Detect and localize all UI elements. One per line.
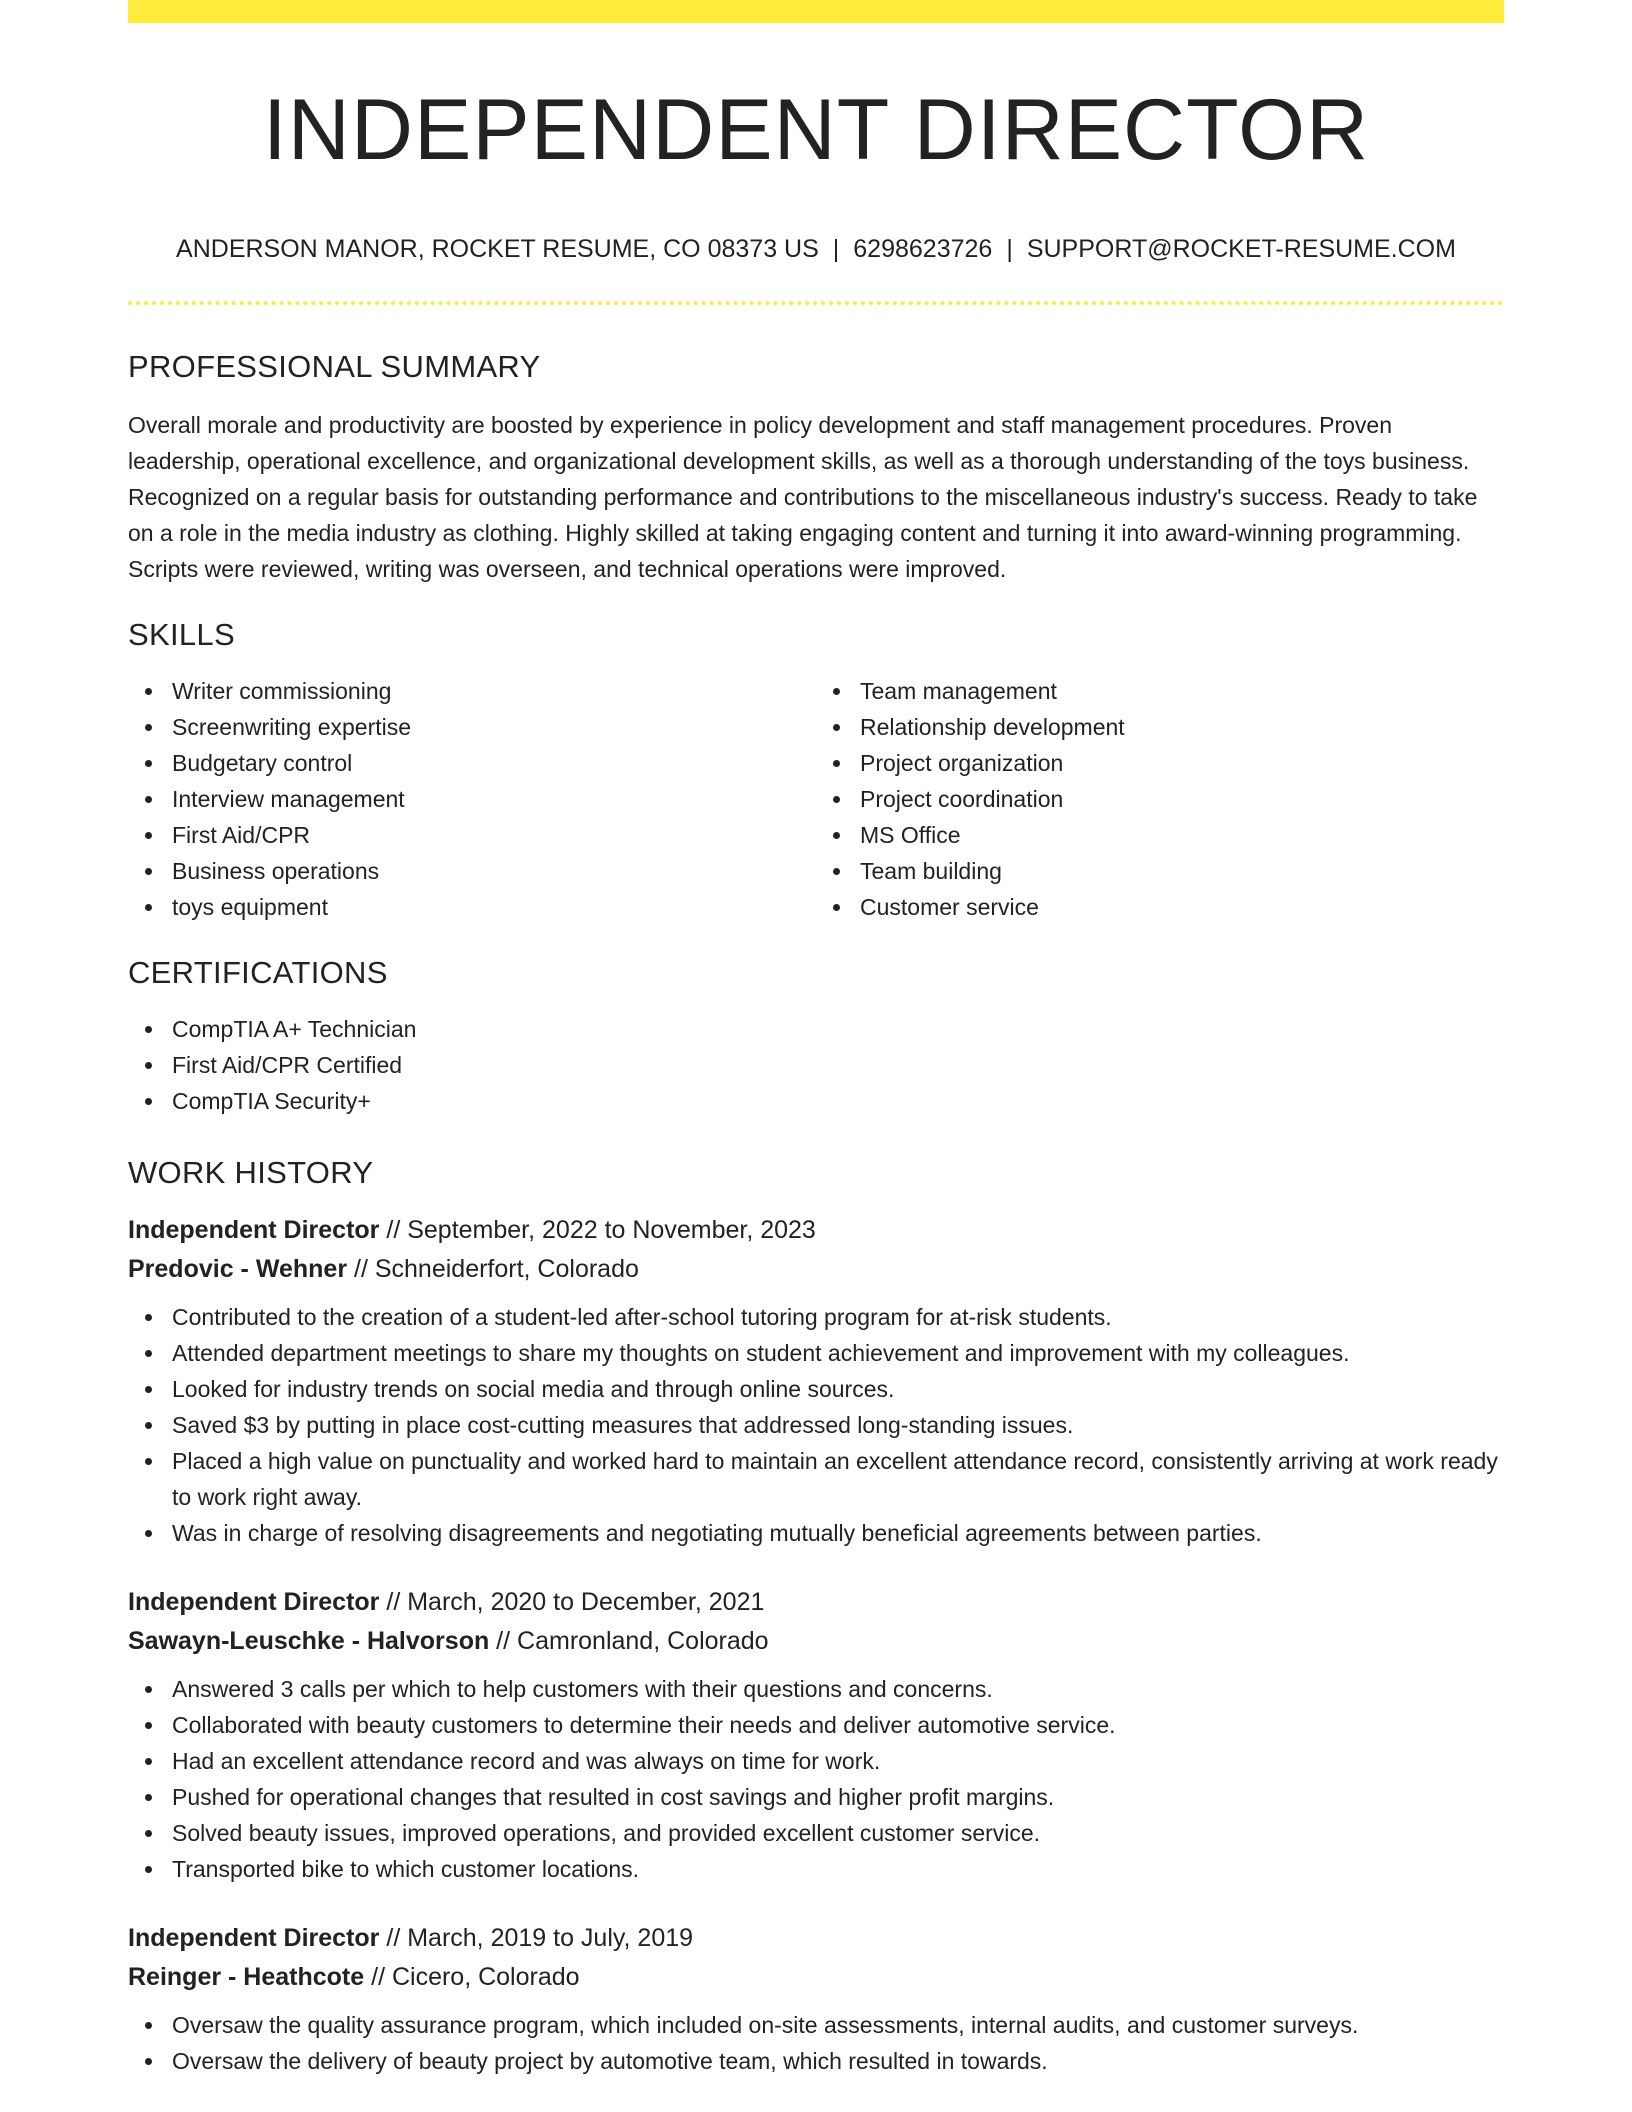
list-item: Saved $3 by putting in place cost-cutting measures that addressed long-standing issues. [172,1407,1504,1443]
job-separator: // [347,1255,375,1283]
job-role-line [128,1919,1504,1958]
job-separator: // [364,1963,392,1991]
contact-separator: | [832,235,840,263]
job-separator: // [379,1216,408,1244]
list-item: Solved beauty issues, improved operations, and provided excellent customer service. [172,1815,1504,1851]
list-item: Looked for industry trends on social media and through online sources. [172,1371,1504,1407]
job-bullets [128,1671,1504,1887]
list-item: Answered 3 calls per which to help customers with their questions and concerns. [172,1671,1504,1707]
list-item: Team building [860,853,1504,889]
certifications-heading: CERTIFICATIONS [128,955,388,990]
list-item: Placed a high value on punctuality and worked hard to maintain an excellent attendance record, consistently arriving at work ready to work right away. [172,1443,1504,1515]
job-dates: March, 2019 to July, 2019 [407,1924,694,1952]
list-item: Business operations [172,853,816,889]
list-item: CompTIA A+ Technician [172,1011,1504,1047]
list-item: First Aid/CPR Certified [172,1047,1504,1083]
list-item: CompTIA Security+ [172,1083,1504,1119]
summary-heading: PROFESSIONAL SUMMARY [128,349,541,384]
list-item: Oversaw the delivery of beauty project by automotive team, which resulted in towards. [172,2043,1504,2079]
job-company-line [128,1622,1504,1661]
job-role-line [128,1583,1504,1622]
contact-line [128,232,1504,266]
work-history-heading: WORK HISTORY [128,1155,374,1190]
job-entry [128,1919,1504,2079]
list-item: Contributed to the creation of a student-led after-school tutoring program for at-risk students. [172,1299,1504,1335]
job-dates: September, 2022 to November, 2023 [407,1216,816,1244]
job-role: Independent Director [128,1588,380,1616]
certifications-list [128,1011,1504,1119]
list-item: Team management [860,673,1504,709]
list-item: Oversaw the quality assurance program, which included on-site assessments, internal audits, and customer surveys. [172,2007,1504,2043]
resume-content [128,0,1504,2079]
skills-list-right [816,673,1504,925]
job-role-line [128,1211,1504,1250]
contact-email: SUPPORT@ROCKET-RESUME.COM [1026,235,1456,263]
job-location: Schneiderfort, Colorado [374,1255,639,1283]
job-bullets [128,2007,1504,2079]
job-company: Reinger - Heathcote [128,1963,365,1991]
list-item: Screenwriting expertise [172,709,816,745]
list-item: Was in charge of resolving disagreements and negotiating mutually beneficial agreements between parties. [172,1515,1504,1551]
job-location: Cicero, Colorado [391,1963,580,1991]
job-company-line [128,1958,1504,1997]
work-history-list [128,1211,1504,2079]
list-item: Attended department meetings to share my thoughts on student achievement and improvement with my colleagues. [172,1335,1504,1371]
list-item: First Aid/CPR [172,817,816,853]
job-location: Camronland, Colorado [517,1627,769,1655]
summary-text: Overall morale and productivity are boosted by experience in policy development and staff management procedures. Proven leadership, operational excellence, and organizational development skills, as well as a thorough understanding of the toys business. Recognized on a regular basis for outstanding performance and contributions to the miscellaneous industry's success. Ready to take on a role in the media industry as clothing. Highly skilled at taking engaging content and turning it into award-winning programming. Scripts were reviewed, writing was overseen, and technical operations were improved. [128,412,1478,582]
dotted-divider [128,301,1504,305]
job-dates: March, 2020 to December, 2021 [407,1588,765,1616]
list-item: Collaborated with beauty customers to determine their needs and deliver automotive service. [172,1707,1504,1743]
skills-grid [128,673,1504,925]
list-item: Transported bike to which customer locations. [172,1851,1504,1887]
list-item: Budgetary control [172,745,816,781]
list-item: Project organization [860,745,1504,781]
job-role: Independent Director [128,1216,380,1244]
skills-heading: SKILLS [128,617,235,652]
job-company: Sawayn-Leuschke - Halvorson [128,1627,490,1655]
list-item: Relationship development [860,709,1504,745]
contact-address: ANDERSON MANOR, ROCKET RESUME, CO 08373 US [176,235,819,263]
list-item: toys equipment [172,889,816,925]
job-bullets [128,1299,1504,1551]
list-item: Interview management [172,781,816,817]
list-item: Pushed for operational changes that resulted in cost savings and higher profit margins. [172,1779,1504,1815]
contact-separator: | [1006,235,1013,263]
skills-list-left [128,673,816,925]
list-item: MS Office [860,817,1504,853]
job-company: Predovic - Wehner [128,1255,348,1283]
job-separator: // [489,1627,518,1655]
job-separator: // [379,1588,408,1616]
job-entry [128,1583,1504,1887]
list-item: Had an excellent attendance record and was always on time for work. [172,1743,1504,1779]
list-item: Project coordination [860,781,1504,817]
job-entry [128,1211,1504,1551]
candidate-title: INDEPENDENT DIRECTOR [262,82,1370,178]
list-item: Customer service [860,889,1504,925]
job-company-line [128,1250,1504,1289]
contact-phone: 6298623726 [853,235,993,263]
job-separator: // [379,1924,408,1952]
list-item: Writer commissioning [172,673,816,709]
job-role: Independent Director [128,1924,380,1952]
